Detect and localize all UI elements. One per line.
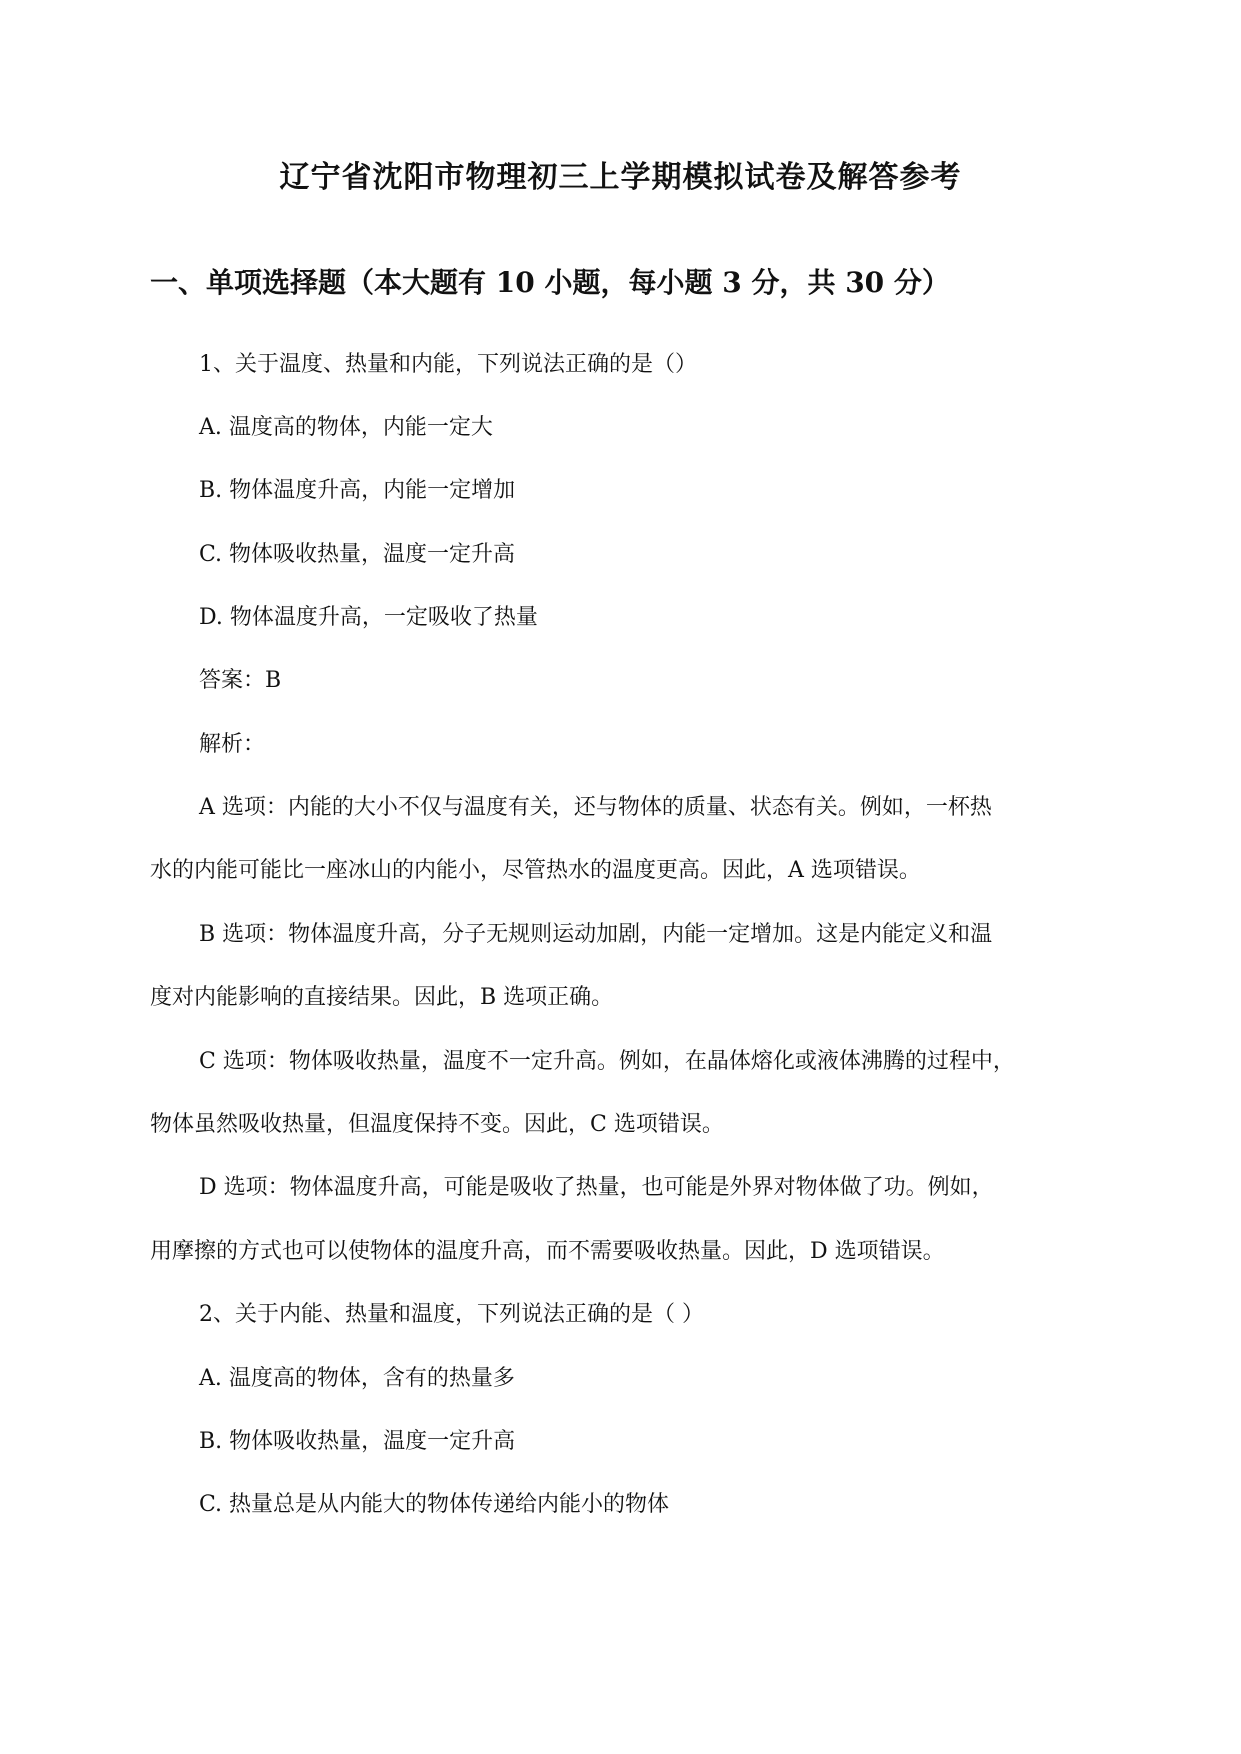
question-1-stem: 1、关于温度、热量和内能，下列说法正确的是（） bbox=[199, 352, 697, 377]
analysis-a-line-1: A 选项：内能的大小不仅与温度有关，还与物体的质量、状态有关。例如，一杯热 bbox=[199, 795, 992, 820]
question-2-option-c: C. 热量总是从内能大的物体传递给内能小的物体 bbox=[199, 1492, 670, 1517]
analysis-b-line-1: B 选项：物体温度升高，分子无规则运动加剧，内能一定增加。这是内能定义和温 bbox=[199, 922, 993, 947]
question-1-analysis-label: 解析： bbox=[199, 732, 266, 757]
question-1-option-c: C. 物体吸收热量，温度一定升高 bbox=[199, 542, 516, 567]
analysis-b-line-2: 度对内能影响的直接结果。因此，B 选项正确。 bbox=[150, 985, 614, 1010]
analysis-d-line-2: 用摩擦的方式也可以使物体的温度升高，而不需要吸收热量。因此，D 选项错误。 bbox=[150, 1239, 945, 1264]
section-heading: 一、单项选择题（本大题有 10 小题，每小题 3 分，共 30 分） bbox=[150, 266, 950, 299]
question-2-option-b: B. 物体吸收热量，温度一定升高 bbox=[199, 1429, 516, 1454]
question-1-option-d: D. 物体温度升高，一定吸收了热量 bbox=[199, 605, 538, 630]
analysis-a-line-2: 水的内能可能比一座冰山的内能小，尽管热水的温度更高。因此，A 选项错误。 bbox=[150, 858, 921, 883]
document-title: 辽宁省沈阳市物理初三上学期模拟试卷及解答参考 bbox=[279, 160, 962, 195]
analysis-c-line-1: C 选项：物体吸收热量，温度不一定升高。例如，在晶体熔化或液体沸腾的过程中， bbox=[199, 1049, 1015, 1074]
question-2-stem: 2、关于内能、热量和温度，下列说法正确的是（ ） bbox=[199, 1302, 704, 1327]
question-1-answer: 答案：B bbox=[199, 668, 282, 693]
analysis-c-line-2: 物体虽然吸收热量，但温度保持不变。因此，C 选项错误。 bbox=[150, 1112, 724, 1137]
question-1-option-a: A. 温度高的物体，内能一定大 bbox=[199, 415, 493, 440]
question-2-option-a: A. 温度高的物体，含有的热量多 bbox=[199, 1366, 515, 1391]
question-1-option-b: B. 物体温度升高，内能一定增加 bbox=[199, 478, 516, 503]
analysis-d-line-1: D 选项：物体温度升高，可能是吸收了热量，也可能是外界对物体做了功。例如， bbox=[199, 1175, 994, 1200]
